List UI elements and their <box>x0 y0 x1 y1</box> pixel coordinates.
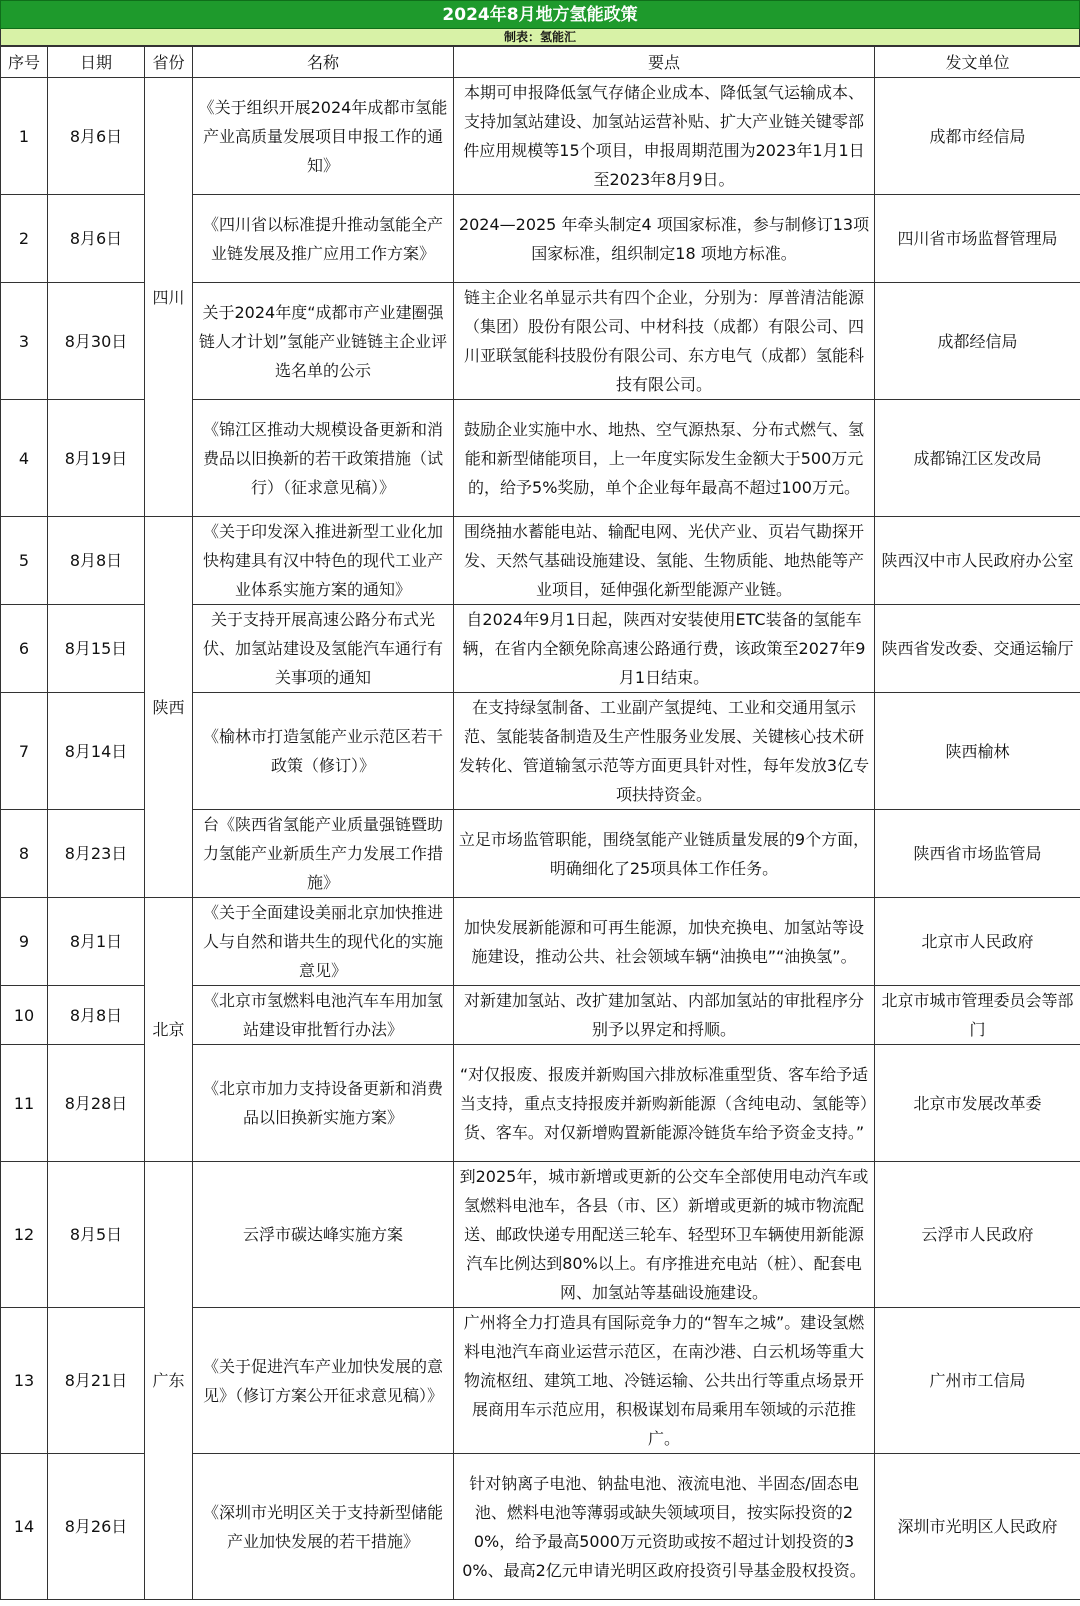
row-policy-name: 《关于促进汽车产业加快发展的意见》（修订方案公开征求意见稿）》 <box>193 1308 454 1454</box>
row-date: 8月5日 <box>48 1162 145 1308</box>
row-number: 1 <box>1 78 48 195</box>
row-number: 4 <box>1 400 48 517</box>
row-issuer: 陕西榆林 <box>875 693 1080 810</box>
row-number: 5 <box>1 517 48 605</box>
table-row <box>1 517 1080 605</box>
row-policy-name: 台《陕西省氢能产业质量强链暨助力氢能产业新质生产力发展工作措施》 <box>193 810 454 898</box>
row-issuer: 陕西省发改委、交通运输厅 <box>875 605 1080 693</box>
row-policy-name: 《关于全面建设美丽北京加快推进人与自然和谐共生的现代化的实施意见》 <box>193 898 454 986</box>
row-issuer: 成都经信局 <box>875 283 1080 400</box>
row-date: 8月6日 <box>48 195 145 283</box>
row-policy-name: 关于2024年度“成都市产业建圈强链人才计划”氢能产业链链主企业评选名单的公示 <box>193 283 454 400</box>
row-date: 8月23日 <box>48 810 145 898</box>
row-key-points: “对仅报废、报废并新购国六排放标准重型货、客车给予适当支持，重点支持报废并新购新能源（含纯电动、氢能等）货、客车。对仅新增购置新能源冷链货车给予资金支持。” <box>454 1045 875 1162</box>
policy-table <box>0 46 1080 1600</box>
table-subtitle: 制表：氢能汇 <box>0 29 1080 46</box>
row-policy-name: 《关于组织开展2024年成都市氢能产业高质量发展项目申报工作的通知》 <box>193 78 454 195</box>
row-date: 8月8日 <box>48 986 145 1045</box>
row-key-points: 对新建加氢站、改扩建加氢站、内部加氢站的审批程序分别予以界定和捋顺。 <box>454 986 875 1045</box>
row-number: 12 <box>1 1162 48 1308</box>
row-key-points: 立足市场监管职能，围绕氢能产业链质量发展的9个方面，明确细化了25项具体工作任务。 <box>454 810 875 898</box>
row-date: 8月14日 <box>48 693 145 810</box>
row-date: 8月30日 <box>48 283 145 400</box>
row-province: 陕西 <box>145 517 193 898</box>
row-issuer: 北京市发展改革委 <box>875 1045 1080 1162</box>
row-date: 8月19日 <box>48 400 145 517</box>
row-key-points: 针对钠离子电池、钠盐电池、液流电池、半固态/固态电池、燃料电池等薄弱或缺失领域项目，按实际投资的20%，给予最高5000万元资助或按不超过计划投资的30%、最高2亿元申请光明区政府投资引导基金股权投资。 <box>454 1454 875 1600</box>
row-province: 北京 <box>145 898 193 1162</box>
row-key-points: 本期可申报降低氢气存储企业成本、降低氢气运输成本、支持加氢站建设、加氢站运营补贴、扩大产业链关键零部件应用规模等15个项目，申报周期范围为2023年1月1日至2023年8月9日。 <box>454 78 875 195</box>
row-policy-name: 《锦江区推动大规模设备更新和消费品以旧换新的若干政策措施（试行）（征求意见稿）》 <box>193 400 454 517</box>
row-key-points: 鼓励企业实施中水、地热、空气源热泵、分布式燃气、氢能和新型储能项目，上一年度实际发生金额大于500万元的，给予5%奖励，单个企业每年最高不超过100万元。 <box>454 400 875 517</box>
row-key-points: 链主企业名单显示共有四个企业，分别为：厚普清洁能源（集团）股份有限公司、中材科技（成都）有限公司、四川亚联氢能科技股份有限公司、东方电气（成都）氢能科技有限公司。 <box>454 283 875 400</box>
row-number: 7 <box>1 693 48 810</box>
row-number: 13 <box>1 1308 48 1454</box>
row-number: 3 <box>1 283 48 400</box>
row-number: 2 <box>1 195 48 283</box>
row-issuer: 北京市城市管理委员会等部门 <box>875 986 1080 1045</box>
table-row <box>1 898 1080 986</box>
row-key-points: 围绕抽水蓄能电站、输配电网、光伏产业、页岩气勘探开发、天然气基础设施建设、氢能、生物质能、地热能等产业项目，延伸强化新型能源产业链。 <box>454 517 875 605</box>
row-issuer: 成都市经信局 <box>875 78 1080 195</box>
row-number: 6 <box>1 605 48 693</box>
row-policy-name: 《关于印发深入推进新型工业化加快构建具有汉中特色的现代工业产业体系实施方案的通知》 <box>193 517 454 605</box>
header-no: 序号 <box>1 47 48 78</box>
row-policy-name: 《四川省以标准提升推动氢能全产业链发展及推广应用工作方案》 <box>193 195 454 283</box>
row-issuer: 四川省市场监督管理局 <box>875 195 1080 283</box>
row-number: 10 <box>1 986 48 1045</box>
row-date: 8月28日 <box>48 1045 145 1162</box>
row-issuer: 广州市工信局 <box>875 1308 1080 1454</box>
header-points: 要点 <box>454 47 875 78</box>
row-key-points: 广州将全力打造具有国际竞争力的“智车之城”。建设氢燃料电池汽车商业运营示范区，在南沙港、白云机场等重大物流枢纽、建筑工地、冷链运输、公共出行等重点场景开展商用车示范应用，积极谋划布局乘用车领域的示范推广。 <box>454 1308 875 1454</box>
table-title: 2024年8月地方氢能政策 <box>0 0 1080 29</box>
row-number: 9 <box>1 898 48 986</box>
row-issuer: 云浮市人民政府 <box>875 1162 1080 1308</box>
row-policy-name: 《榆林市打造氢能产业示范区若干政策（修订）》 <box>193 693 454 810</box>
row-date: 8月8日 <box>48 517 145 605</box>
row-policy-name: 《北京市氢燃料电池汽车车用加氢站建设审批暂行办法》 <box>193 986 454 1045</box>
row-date: 8月15日 <box>48 605 145 693</box>
row-date: 8月6日 <box>48 78 145 195</box>
header-row <box>1 47 1080 78</box>
table-row <box>1 1162 1080 1308</box>
row-key-points: 自2024年9月1日起，陕西对安装使用ETC装备的氢能车辆，在省内全额免除高速公路通行费，该政策至2027年9月1日结束。 <box>454 605 875 693</box>
row-issuer: 深圳市光明区人民政府 <box>875 1454 1080 1600</box>
row-number: 8 <box>1 810 48 898</box>
row-date: 8月1日 <box>48 898 145 986</box>
row-key-points: 加快发展新能源和可再生能源，加快充换电、加氢站等设施建设，推动公共、社会领域车辆“油换电”“油换氢”。 <box>454 898 875 986</box>
row-policy-name: 云浮市碳达峰实施方案 <box>193 1162 454 1308</box>
row-province: 广东 <box>145 1162 193 1600</box>
row-policy-name: 《深圳市光明区关于支持新型储能产业加快发展的若干措施》 <box>193 1454 454 1600</box>
header-issuer: 发文单位 <box>875 47 1080 78</box>
row-date: 8月26日 <box>48 1454 145 1600</box>
header-date: 日期 <box>48 47 145 78</box>
row-key-points: 2024—2025 年牵头制定4 项国家标准，参与制修订13项国家标准，组织制定18 项地方标准。 <box>454 195 875 283</box>
row-issuer: 北京市人民政府 <box>875 898 1080 986</box>
row-province: 四川 <box>145 78 193 517</box>
row-policy-name: 关于支持开展高速公路分布式光伏、加氢站建设及氢能汽车通行有关事项的通知 <box>193 605 454 693</box>
row-number: 11 <box>1 1045 48 1162</box>
row-policy-name: 《北京市加力支持设备更新和消费品以旧换新实施方案》 <box>193 1045 454 1162</box>
row-date: 8月21日 <box>48 1308 145 1454</box>
row-issuer: 陕西汉中市人民政府办公室 <box>875 517 1080 605</box>
row-number: 14 <box>1 1454 48 1600</box>
header-name: 名称 <box>193 47 454 78</box>
row-issuer: 陕西省市场监管局 <box>875 810 1080 898</box>
row-key-points: 到2025年，城市新增或更新的公交车全部使用电动汽车或氢燃料电池车，各县（市、区）新增或更新的城市物流配送、邮政快递专用配送三轮车、轻型环卫车辆使用新能源汽车比例达到80%以上。有序推进充电站（桩）、配套电网、加氢站等基础设施建设。 <box>454 1162 875 1308</box>
table-row <box>1 78 1080 195</box>
header-province: 省份 <box>145 47 193 78</box>
row-issuer: 成都锦江区发改局 <box>875 400 1080 517</box>
row-key-points: 在支持绿氢制备、工业副产氢提纯、工业和交通用氢示范、氢能装备制造及生产性服务业发展、关键核心技术研发转化、管道输氢示范等方面更具针对性，每年发放3亿专项扶持资金。 <box>454 693 875 810</box>
